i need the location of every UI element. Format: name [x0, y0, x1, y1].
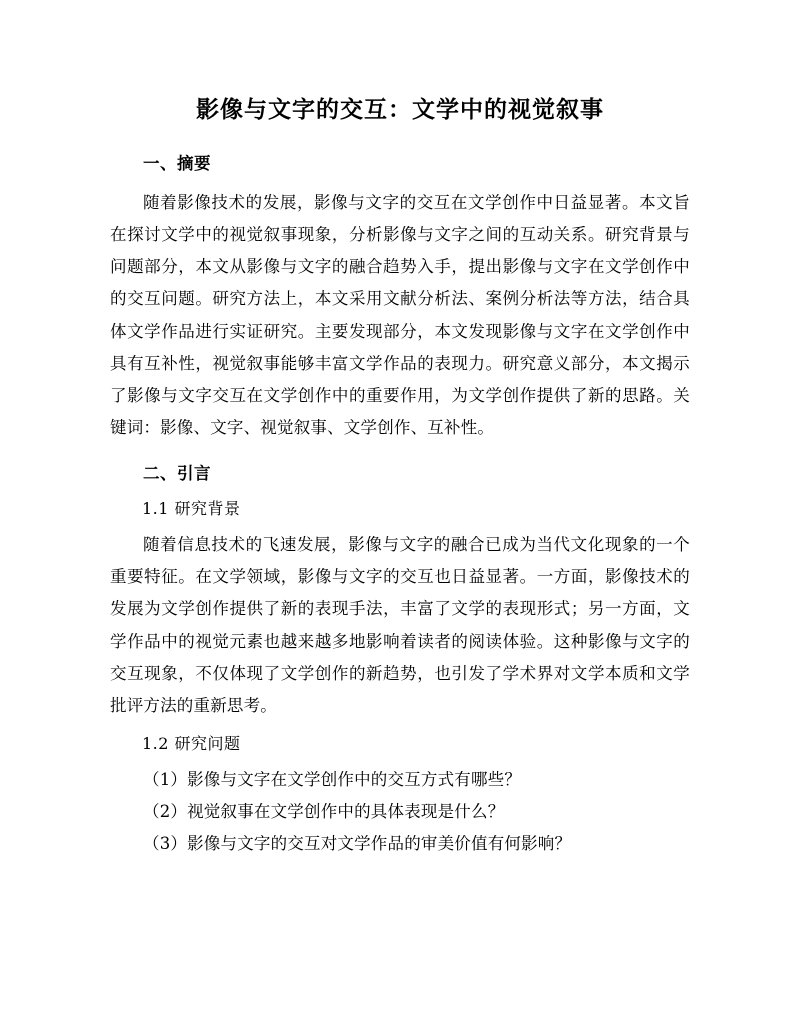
subsection-heading-research-questions: 1.2 研究问题 — [142, 734, 241, 754]
spacer — [110, 454, 690, 462]
list-item: （3）影像与文字的交互对文学作品的审美价值有何影响？ — [143, 834, 572, 854]
abstract-paragraph: 随着影像技术的发展，影像与文字的交互在文学创作中日益显著。本文旨在探讨文学中的视觉叙事现象，分析影像与文字之间的互动关系。研究背景与问题部分，本文从影像与文字的融合趋势入手，提出影像与文字在文学创作中的交互问题。研究方法上，本文采用文献分析法、案例分析法等方法，结合具体文学作品进行实证研究。主要发现部分，本文发现影像与文字在文学创作中具有互补性，视觉叙事能够丰富文学作品的表现力。研究意义部分，本文揭示了影像与文字交互在文学创作中的重要作用，为文学创作提供了新的思路。关键词：影像、文字、视觉叙事、文学创作、互补性。 — [110, 192, 690, 438]
section-heading-introduction: 二、引言 — [143, 464, 211, 484]
page-title: 影像与文字的交互：文学中的视觉叙事 — [196, 96, 604, 123]
subsection-heading-research-background: 1.1 研究背景 — [142, 499, 241, 519]
list-item: （1）影像与文字在文学创作中的交互方式有哪些？ — [143, 770, 522, 790]
section-heading-abstract: 一、摘要 — [143, 154, 211, 174]
research-background-paragraph: 随着信息技术的飞速发展，影像与文字的融合已成为当代文化现象的一个重要特征。在文学领域，影像与文字的交互也日益显著。一方面，影像技术的发展为文学创作提供了新的表现手法，丰富了文学的表现形式；另一方面，文学作品中的视觉元素也越来越多地影响着读者的阅读体验。这种影像与文字的交互现象，不仅体现了文学创作的新趋势，也引发了学术界对文学本质和文学批评方法的重新思考。 — [110, 535, 690, 715]
list-item: （2）视觉叙事在文学创作中的具体表现是什么？ — [143, 802, 505, 822]
